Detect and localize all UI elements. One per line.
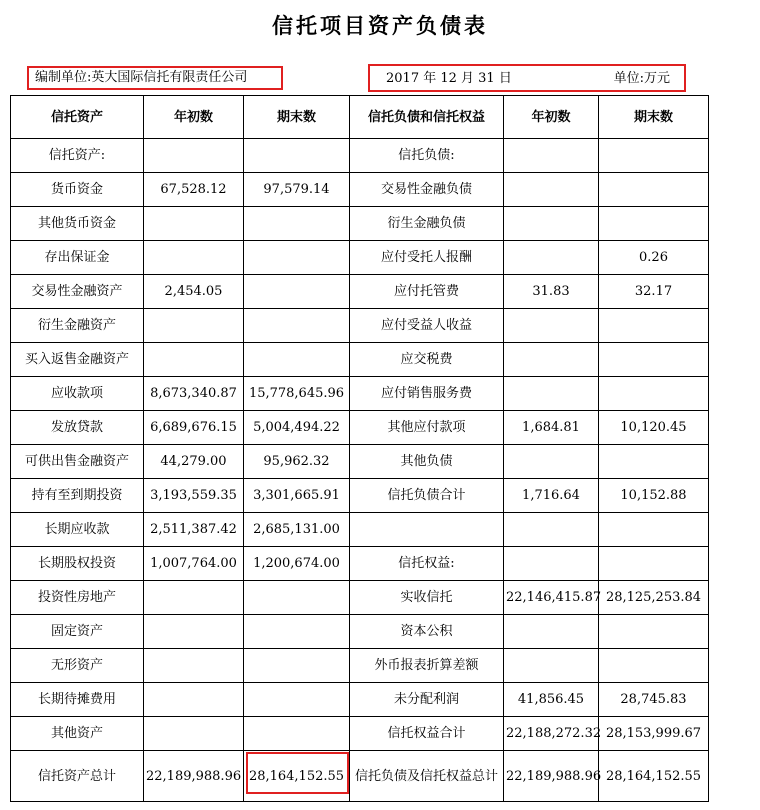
value-cell: 95,962.32 (244, 445, 350, 479)
value-cell: 15,778,645.96 (244, 377, 350, 411)
table-row (11, 343, 709, 377)
header-cell: 年初数 (144, 96, 244, 139)
value-cell: 28,745.83 (599, 683, 709, 717)
item-name-cell: 投资性房地产 (11, 581, 144, 615)
value-cell: 28,164,152.55 (599, 751, 709, 802)
header-cell: 信托负债和信托权益 (350, 96, 504, 139)
header-cell: 期末数 (244, 96, 350, 139)
item-name-cell: 信托权益: (350, 547, 504, 581)
item-name-cell: 未分配利润 (350, 683, 504, 717)
item-name-cell: 长期应收款 (11, 513, 144, 547)
total-highlight-box (246, 752, 349, 794)
table-row (11, 751, 709, 802)
item-name-cell: 交易性金融负债 (350, 173, 504, 207)
currency-unit: 单位:万元 (613, 71, 670, 86)
value-cell (144, 207, 244, 241)
balance-sheet-table (10, 95, 709, 802)
value-cell (244, 275, 350, 309)
compiler-unit-box (27, 66, 283, 90)
item-name-cell: 资本公积 (350, 615, 504, 649)
compiler-unit: 编制单位:英大国际信托有限责任公司 (35, 70, 248, 85)
item-name-cell: 固定资产 (11, 615, 144, 649)
table-row (11, 445, 709, 479)
value-cell (244, 581, 350, 615)
value-cell (504, 649, 599, 683)
item-name-cell: 其他应付款项 (350, 411, 504, 445)
value-cell: 10,120.45 (599, 411, 709, 445)
item-name-cell: 交易性金融资产 (11, 275, 144, 309)
value-cell (504, 547, 599, 581)
value-cell: 67,528.12 (144, 173, 244, 207)
item-name-cell: 持有至到期投资 (11, 479, 144, 513)
table-header-row (11, 96, 709, 139)
item-name-cell: 货币资金 (11, 173, 144, 207)
item-name-cell: 应付受益人收益 (350, 309, 504, 343)
value-cell (599, 207, 709, 241)
value-cell: 3,193,559.35 (144, 479, 244, 513)
value-cell (144, 717, 244, 751)
table-row (11, 241, 709, 275)
value-cell (244, 343, 350, 377)
item-name-cell: 应付托管费 (350, 275, 504, 309)
value-cell: 31.83 (504, 275, 599, 309)
table-row (11, 717, 709, 751)
value-cell: 1,007,764.00 (144, 547, 244, 581)
value-cell (504, 445, 599, 479)
value-cell (599, 309, 709, 343)
item-name-cell (350, 513, 504, 547)
value-cell: 32.17 (599, 275, 709, 309)
value-cell: 22,189,988.96 (504, 751, 599, 802)
item-name-cell: 应交税费 (350, 343, 504, 377)
item-name-cell: 无形资产 (11, 649, 144, 683)
item-name-cell: 可供出售金融资产 (11, 445, 144, 479)
item-name-cell: 信托资产: (11, 139, 144, 173)
value-cell (244, 207, 350, 241)
item-name-cell: 外币报表折算差额 (350, 649, 504, 683)
value-cell: 22,189,988.96 (144, 751, 244, 802)
value-cell (144, 581, 244, 615)
value-cell: 6,689,676.15 (144, 411, 244, 445)
value-cell (244, 717, 350, 751)
item-name-cell: 信托资产总计 (11, 751, 144, 802)
value-cell (599, 649, 709, 683)
value-cell (244, 615, 350, 649)
item-name-cell: 存出保证金 (11, 241, 144, 275)
item-name-cell: 衍生金融负债 (350, 207, 504, 241)
value-cell: 22,146,415.87 (504, 581, 599, 615)
table-row (11, 173, 709, 207)
value-cell (244, 139, 350, 173)
page-title: 信托项目资产负债表 (272, 14, 488, 38)
value-cell (244, 683, 350, 717)
value-cell: 1,200,674.00 (244, 547, 350, 581)
value-cell (504, 241, 599, 275)
value-cell (599, 615, 709, 649)
value-cell (504, 173, 599, 207)
value-cell (504, 377, 599, 411)
value-cell (144, 343, 244, 377)
item-name-cell: 长期待摊费用 (11, 683, 144, 717)
table-row (11, 513, 709, 547)
table-row (11, 207, 709, 241)
value-cell (144, 649, 244, 683)
value-cell: 2,454.05 (144, 275, 244, 309)
value-cell (504, 309, 599, 343)
value-cell: 2,511,387.42 (144, 513, 244, 547)
item-name-cell: 长期股权投资 (11, 547, 144, 581)
value-cell: 22,188,272.32 (504, 717, 599, 751)
value-cell (599, 139, 709, 173)
table-row (11, 649, 709, 683)
value-cell: 10,152.88 (599, 479, 709, 513)
item-name-cell: 实收信托 (350, 581, 504, 615)
table-row (11, 309, 709, 343)
value-cell: 3,301,665.91 (244, 479, 350, 513)
item-name-cell: 信托负债及信托权益总计 (350, 751, 504, 802)
value-cell: 28,153,999.67 (599, 717, 709, 751)
value-cell (504, 139, 599, 173)
value-cell: 28,125,253.84 (599, 581, 709, 615)
value-cell (599, 547, 709, 581)
table-row (11, 411, 709, 445)
header-cell: 年初数 (504, 96, 599, 139)
table-row (11, 683, 709, 717)
value-cell (504, 513, 599, 547)
item-name-cell: 应付销售服务费 (350, 377, 504, 411)
value-cell (144, 615, 244, 649)
value-cell (599, 445, 709, 479)
value-cell: 5,004,494.22 (244, 411, 350, 445)
value-cell: 41,856.45 (504, 683, 599, 717)
table-row (11, 377, 709, 411)
table-row (11, 615, 709, 649)
report-date: 2017 年 12 月 31 日 (386, 71, 512, 86)
value-cell (504, 343, 599, 377)
item-name-cell: 应收款项 (11, 377, 144, 411)
header-cell: 期末数 (599, 96, 709, 139)
value-cell (144, 241, 244, 275)
item-name-cell: 信托负债: (350, 139, 504, 173)
date-unit-box (368, 64, 686, 92)
value-cell: 0.26 (599, 241, 709, 275)
item-name-cell: 其他货币资金 (11, 207, 144, 241)
value-cell: 1,716.64 (504, 479, 599, 513)
header-cell: 信托资产 (11, 96, 144, 139)
table-row (11, 139, 709, 173)
value-cell: 44,279.00 (144, 445, 244, 479)
table-row (11, 479, 709, 513)
table-row (11, 581, 709, 615)
value-cell (504, 207, 599, 241)
value-cell (504, 615, 599, 649)
value-cell (244, 649, 350, 683)
value-cell (144, 683, 244, 717)
item-name-cell: 其他资产 (11, 717, 144, 751)
item-name-cell: 其他负债 (350, 445, 504, 479)
value-cell (144, 309, 244, 343)
value-cell (599, 513, 709, 547)
item-name-cell: 发放贷款 (11, 411, 144, 445)
value-cell (244, 309, 350, 343)
value-cell (599, 343, 709, 377)
value-cell (144, 139, 244, 173)
value-cell: 97,579.14 (244, 173, 350, 207)
value-cell: 1,684.81 (504, 411, 599, 445)
item-name-cell: 衍生金融资产 (11, 309, 144, 343)
table-row (11, 275, 709, 309)
item-name-cell: 买入返售金融资产 (11, 343, 144, 377)
value-cell: 28,164,152.55 (244, 751, 350, 802)
value-cell (599, 173, 709, 207)
table-row (11, 547, 709, 581)
value-cell: 2,685,131.00 (244, 513, 350, 547)
item-name-cell: 信托负债合计 (350, 479, 504, 513)
item-name-cell: 信托权益合计 (350, 717, 504, 751)
value-cell (599, 377, 709, 411)
value-cell (244, 241, 350, 275)
item-name-cell: 应付受托人报酬 (350, 241, 504, 275)
value-cell: 8,673,340.87 (144, 377, 244, 411)
